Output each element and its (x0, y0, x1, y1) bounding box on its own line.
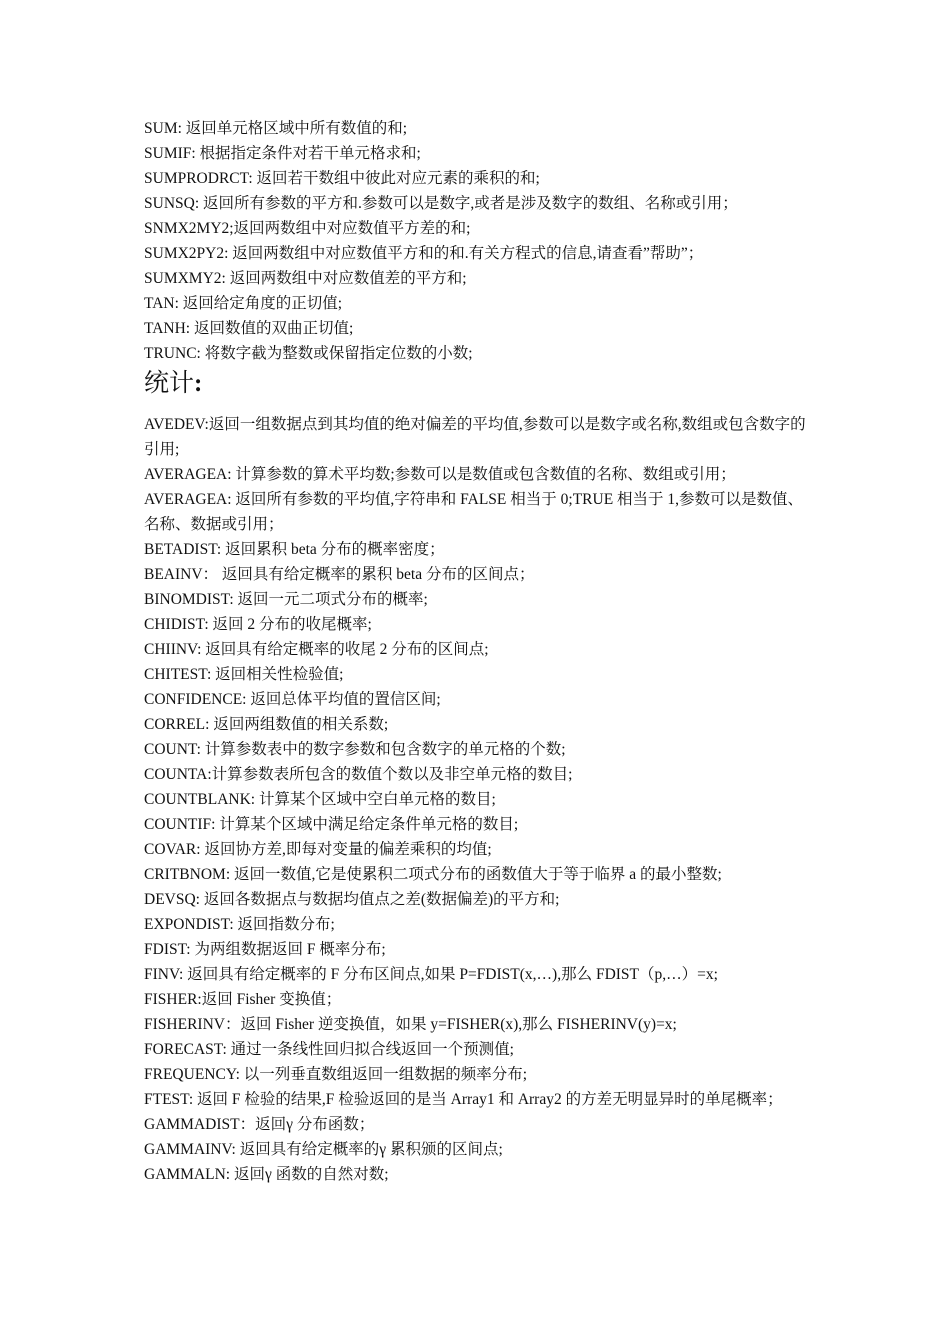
document-page (144, 116, 814, 1187)
entry-ftest: FTEST: 返回 F 检验的结果,F 检验返回的是当 Array1 和 Array2 的方差无明显异时的单尾概率； (144, 1091, 783, 1108)
entry-finv: FINV: 返回具有给定概率的 F 分布区间点,如果 P=FDIST(x,…),那么 FDIST（p,…）=x; (144, 966, 718, 983)
entry-betainv: BEAINV： 返回具有给定概率的累积 beta 分布的区间点； (144, 566, 535, 583)
entry-countif: COUNTIF: 计算某个区域中满足给定条件单元格的数目; (144, 816, 519, 833)
heading-text: 统计 (144, 370, 195, 397)
entry-critbinom: CRITBNOM: 返回一数值,它是使累积二项式分布的函数值大于等于临界 a 的最小整数; (144, 866, 722, 883)
entry-trunc: TRUNC: 将数字截为整数或保留指定位数的小数; (144, 345, 473, 362)
statistics-function-list (144, 412, 814, 1187)
entry-sumif: SUMIF: 根据指定条件对若干单元格求和; (144, 145, 421, 162)
entry-correl: CORREL: 返回两组数值的相关系数; (144, 716, 389, 733)
entry-fisher: FISHER:返回 Fisher 变换值； (144, 991, 342, 1008)
entry-frequency: FREQUENCY: 以一列垂直数组返回一组数据的频率分布; (144, 1066, 528, 1083)
entry-chitest: CHITEST: 返回相关性检验值; (144, 666, 344, 683)
entry-sumproduct: SUMPRODRCT: 返回若干数组中彼此对应元素的乘积的和; (144, 170, 540, 187)
entry-gammadist: GAMMADIST：返回γ 分布函数； (144, 1116, 375, 1133)
entry-sumxmy2: SUMXMY2: 返回两数组中对应数值差的平方和; (144, 270, 467, 287)
entry-countblank: COUNTBLANK: 计算某个区域中空白单元格的数目; (144, 791, 496, 808)
entry-sumsq: SUNSQ: 返回所有参数的平方和.参数可以是数字,或者是涉及数字的数组、名称或引用； (144, 195, 738, 212)
entry-betadist: BETADIST: 返回累积 beta 分布的概率密度； (144, 541, 445, 558)
entry-chiinv: CHIINV: 返回具有给定概率的收尾 2 分布的区间点; (144, 641, 489, 658)
entry-avedev: AVEDEV:返回一组数据点到其均值的绝对偏差的平均值,参数可以是数字或名称,数组或包含数字的引用; (144, 416, 806, 458)
entry-averagea-2: AVERAGEA: 返回所有参数的平均值,字符串和 FALSE 相当于 0;TRUE 相当于 1,参数可以是数值、名称、数据或引用； (144, 491, 804, 533)
entry-chidist: CHIDIST: 返回 2 分布的收尾概率; (144, 616, 372, 633)
entry-tan: TAN: 返回给定角度的正切值; (144, 295, 343, 312)
entry-tanh: TANH: 返回数值的双曲正切值; (144, 320, 354, 337)
entry-averagea-1: AVERAGEA: 计算参数的算术平均数;参数可以是数值或包含数值的名称、数组或引用； (144, 466, 736, 483)
entry-sum: SUM: 返回单元格区域中所有数值的和; (144, 120, 408, 137)
entry-sumx2py2: SUMX2PY2: 返回两数组中对应数值平方和的和.有关方程式的信息,请查看”帮助”； (144, 245, 704, 262)
entry-count: COUNT: 计算参数表中的数字参数和包含数字的单元格的个数; (144, 741, 566, 758)
entry-fdist: FDIST: 为两组数据返回 F 概率分布; (144, 941, 386, 958)
heading-colon: : (194, 370, 203, 397)
entry-fisherinv: FISHERINV：返回 Fisher 逆变换值，如果 y=FISHER(x),那么 FISHERINV(y)=x; (144, 1016, 677, 1033)
entry-expondist: EXPONDIST: 返回指数分布; (144, 916, 335, 933)
sum-function-list (144, 116, 814, 366)
entry-counta: COUNTA:计算参数表所包含的数值个数以及非空单元格的数目; (144, 766, 573, 783)
entry-gammainv: GAMMAINV: 返回具有给定概率的γ 累积颁的区间点; (144, 1141, 503, 1158)
section-heading-statistics (144, 366, 814, 402)
entry-covar: COVAR: 返回协方差,即每对变量的偏差乘积的均值; (144, 841, 492, 858)
entry-sumx2my2: SNMX2MY2;返回两数组中对应数值平方差的和; (144, 220, 471, 237)
entry-binomdist: BINOMDIST: 返回一元二项式分布的概率; (144, 591, 428, 608)
entry-confidence: CONFIDENCE: 返回总体平均值的置信区间; (144, 691, 441, 708)
entry-devsq: DEVSQ: 返回各数据点与数据均值点之差(数据偏差)的平方和; (144, 891, 560, 908)
entry-forecast: FORECAST: 通过一条线性回归拟合线返回一个预测值; (144, 1041, 514, 1058)
entry-gammaln: GAMMALN: 返回γ 函数的自然对数; (144, 1166, 389, 1183)
